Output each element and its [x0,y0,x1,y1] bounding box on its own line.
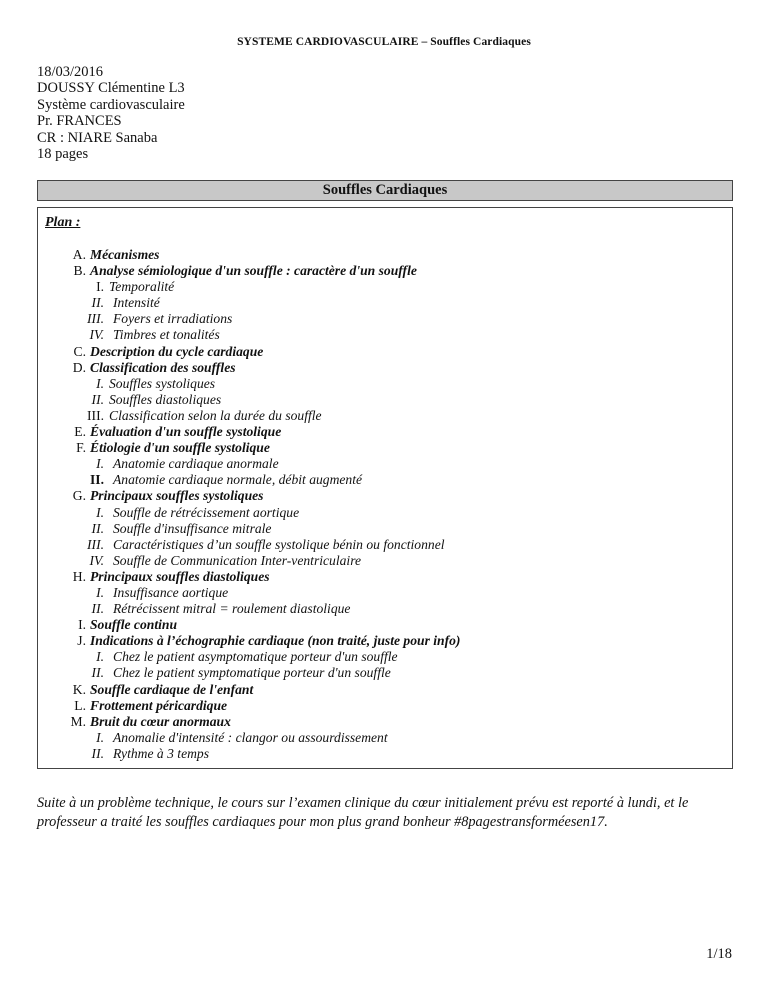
plan-item-text: Analyse sémiologique d'un souffle : caractère d'un souffle [90,263,417,279]
plan-item-text: Souffle d'insuffisance mitrale [113,520,272,536]
section-title-bar: Souffles Cardiaques [37,180,733,201]
plan-item-marker: H. [72,568,86,584]
plan-item [38,263,728,279]
plan-item-marker: II. [91,520,104,536]
page-header: SYSTEME CARDIOVASCULAIRE – Souffles Cardiaques [237,36,531,48]
plan-item [38,360,728,376]
plan-item [38,730,728,746]
plan-item-marker: M. [70,713,86,729]
plan-item [38,295,728,311]
page-count-line: 18 pages [37,146,89,163]
plan-item [38,311,728,327]
plan-item [38,569,728,585]
plan-item-marker: I. [96,729,104,745]
plan-item-text: Anatomie cardiaque anormale [113,456,279,472]
plan-item-text: Classification selon la durée du souffle [109,407,322,423]
date-line: 18/03/2016 [37,64,104,80]
plan-item-text: Temporalité [109,279,175,295]
plan-item-text: Souffle continu [90,617,177,633]
plan-item-marker: D. [72,359,86,375]
author-line: DOUSSY Clémentine L3 [37,80,185,97]
plan-item-text: Souffle de Communication Inter-ventriculaire [113,552,362,568]
plan-item-marker: II. [91,391,104,407]
plan-item [38,553,728,569]
plan-item-marker: I. [96,375,104,391]
plan-item-text: Frottement péricardique [90,697,228,713]
page-number: 1/18 [706,946,732,962]
plan-item-marker: II. [90,472,104,488]
plan-item-text: Anomalie d'intensité : clangor ou assourdissement [113,729,388,745]
plan-item-text: Foyers et irradiations [113,311,233,327]
plan-item-text: Souffles diastoliques [109,391,222,407]
plan-item-text: Évaluation d'un souffle systolique [90,424,282,440]
plan-item-text: Étiologie d'un souffle systolique [90,440,270,456]
plan-item-marker: J. [77,633,86,649]
reviewer-line: CR : NIARE Sanaba [37,129,158,146]
plan-item-marker: C. [73,343,86,359]
plan-item [38,440,728,456]
footer-note: Suite à un problème technique, le cours sur l’examen clinique du cœur initialement prévu est reporté à lundi, et le professeur a traité les souffles cardiaques pour mon plus grand bonheur #8pagestransforméesen17. [37,795,689,830]
plan-item [38,585,728,601]
plan-item-marker: A. [72,247,86,262]
plan-item [38,376,728,392]
document-metadata [37,64,185,162]
plan-item [38,472,728,488]
plan-item-text: Principaux souffles diastoliques [90,568,270,584]
plan-item-marker: I. [96,584,104,600]
plan-item [38,505,728,521]
plan-item-marker: II. [91,665,104,681]
plan-item-marker: I. [96,504,104,520]
plan-item-marker: I. [96,279,104,295]
plan-item [38,601,728,617]
plan-item-text: Rythme à 3 temps [113,745,210,761]
plan-item-text: Souffle cardiaque de l'enfant [90,681,254,697]
plan-item [38,456,728,472]
plan-item-text: Chez le patient asymptomatique porteur d'un souffle [113,649,398,665]
plan-item [38,408,728,424]
plan-item-text: Classification des souffles [90,359,236,375]
plan-item [38,344,728,360]
plan-item-marker: II. [91,295,104,311]
plan-item-marker: I. [78,617,86,633]
plan-item-marker: F. [76,440,86,456]
plan-item [38,247,728,263]
plan-item-text: Insuffisance aortique [113,584,229,600]
plan-label: Plan : [45,215,81,230]
plan-item-text: Intensité [113,295,160,311]
plan-item [38,649,728,665]
plan-item-marker: III. [87,407,104,423]
plan-item-marker: II. [91,745,104,761]
plan-item-text: Anatomie cardiaque normale, débit augmenté [113,472,363,488]
plan-item [38,746,728,762]
plan-item [38,617,728,633]
course-line: Système cardiovasculaire [37,96,185,113]
plan-item [38,521,728,537]
plan-item [38,537,728,553]
plan-item [38,665,728,681]
plan-item-marker: IV. [89,327,104,343]
plan-item [38,682,728,698]
plan-item-marker: B. [73,263,86,279]
plan-item-marker: K. [72,681,86,697]
plan-item-text: Indications à l’échographie cardiaque (non traité, juste pour info) [90,633,461,649]
plan-item-marker: III. [87,311,104,327]
plan-item-text: Principaux souffles systoliques [90,488,264,504]
plan-item-marker: I. [96,649,104,665]
professor-line: Pr. FRANCES [37,113,122,130]
plan-item [38,327,728,343]
plan-item-text: Souffle de rétrécissement aortique [113,504,300,520]
plan-item-text: Rétrécissent mitral = roulement diastolique [113,601,351,617]
plan-item-marker: E. [74,424,86,440]
plan-item [38,392,728,408]
plan-list [38,247,728,762]
plan-item-text: Chez le patient symptomatique porteur d'un souffle [113,665,391,681]
plan-box [37,207,733,769]
plan-item-text: Souffles systoliques [109,375,216,391]
plan-item-text: Description du cycle cardiaque [90,343,264,359]
plan-item-marker: I. [96,456,104,472]
plan-item-marker: IV. [89,552,104,568]
plan-item-text: Mécanismes [90,247,160,262]
plan-item-marker: L. [74,697,86,713]
plan-item [38,279,728,295]
plan-item-marker: III. [87,536,104,552]
plan-item-text: Timbres et tonalités [113,327,220,343]
plan-item [38,424,728,440]
plan-item [38,488,728,504]
plan-item-marker: II. [91,601,104,617]
plan-item [38,698,728,714]
plan-item [38,714,728,730]
plan-item-text: Bruit du cœur anormaux [90,713,231,729]
plan-item-text: Caractéristiques d’un souffle systolique bénin ou fonctionnel [113,536,445,552]
plan-item-marker: G. [72,488,86,504]
plan-item [38,633,728,649]
